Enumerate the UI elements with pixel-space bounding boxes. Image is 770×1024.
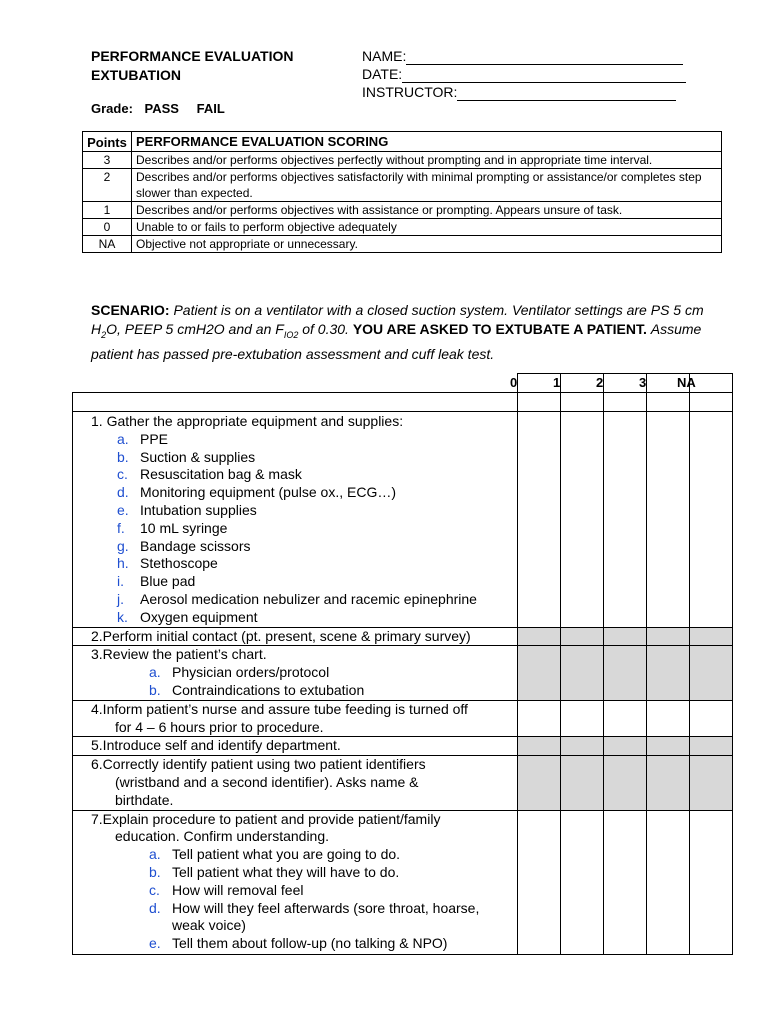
points-header: Points: [83, 132, 132, 152]
sub-text: Monitoring equipment (pulse ox., ECG…): [140, 484, 396, 501]
eval-item-4: [73, 700, 733, 737]
score-cell: [647, 737, 690, 756]
score-cell: [690, 646, 733, 700]
sub-letter: a.: [149, 664, 161, 681]
score-cell: [561, 737, 604, 756]
sub-text: Resuscitation bag & mask: [140, 466, 302, 483]
eval-item-5: [73, 737, 733, 756]
sub-letter: i.: [117, 573, 124, 590]
sub-letter: k.: [117, 608, 128, 625]
item-text: for 4 – 6 hours prior to procedure.: [115, 718, 324, 735]
name-field[interactable]: [406, 50, 683, 65]
item-description: [73, 756, 518, 810]
score-cell: [604, 374, 647, 393]
evaluation-table: [72, 373, 733, 955]
subscript: IO: [283, 329, 294, 340]
column-header-3: 3: [639, 375, 647, 390]
instructor-label: INSTRUCTOR:: [362, 84, 458, 100]
sub-letter: f.: [117, 519, 125, 536]
scenario-task: YOU ARE ASKED TO EXTUBATE A PATIENT.: [352, 321, 647, 337]
sub-text: Tell patient what they will have to do.: [172, 863, 400, 880]
sub-letter: c.: [117, 466, 128, 483]
sub-text: Blue pad: [140, 573, 196, 590]
scoring-row: [83, 152, 722, 169]
score-cell[interactable]: [647, 810, 690, 954]
blank-cell: [73, 374, 518, 393]
score-cell: [690, 737, 733, 756]
score-cell[interactable]: [647, 412, 690, 628]
sub-letter: e.: [149, 935, 161, 952]
score-cell[interactable]: [647, 700, 690, 737]
score-cell: [561, 646, 604, 700]
instructor-field[interactable]: [457, 86, 676, 101]
column-header-1: 1: [553, 375, 561, 390]
sub-text: Tell them about follow-up (no talking & NPO): [172, 935, 448, 952]
scoring-row: [83, 169, 722, 202]
score-cell[interactable]: [690, 412, 733, 628]
sub-text: Intubation supplies: [140, 501, 257, 518]
scoring-text: Describes and/or performs objectives with assistance or prompting. Appears unsure of task.: [132, 202, 722, 219]
item-text: 2.Perform initial contact (pt. present, scene & primary survey): [91, 627, 471, 644]
form-title-line1: PERFORMANCE EVALUATION: [91, 48, 294, 64]
sub-text: weak voice): [172, 917, 246, 934]
score-cell: [690, 374, 733, 393]
item-text: 7.Explain procedure to patient and provide patient/family: [91, 810, 441, 827]
item-description: [73, 810, 518, 954]
sub-letter: d.: [117, 484, 129, 501]
sub-item: [91, 449, 513, 467]
date-row: [362, 65, 686, 83]
eval-item-7: [73, 810, 733, 954]
item-description: [73, 737, 518, 756]
score-cell[interactable]: [518, 412, 561, 628]
sub-text: How will they feel afterwards (sore throat, hoarse,: [172, 899, 480, 916]
score-cell: [561, 374, 604, 393]
item-description: [73, 627, 518, 646]
sub-letter: b.: [117, 448, 129, 465]
blank-cell: [73, 393, 518, 412]
item-text: 5.Introduce self and identify department.: [91, 737, 341, 754]
scenario-text: of 0.30.: [298, 321, 349, 337]
instructor-row: [362, 83, 686, 101]
column-header-na: NA: [677, 375, 696, 390]
scoring-points: NA: [83, 236, 132, 253]
scoring-points: 0: [83, 219, 132, 236]
score-cell: [647, 374, 690, 393]
item-text: 3.Review the patient’s chart.: [91, 646, 267, 663]
eval-item-1: [73, 412, 733, 628]
score-cell[interactable]: [604, 412, 647, 628]
scoring-row: [83, 219, 722, 236]
form-title-line2: EXTUBATION: [91, 67, 181, 83]
sub-text: PPE: [140, 430, 169, 447]
item-text: 4.Inform patient’s nurse and assure tube feeding is turned off: [91, 700, 468, 717]
eval-item-3: [73, 646, 733, 700]
eval-item-2: [73, 627, 733, 646]
column-header-2: 2: [596, 375, 604, 390]
sub-text: Bandage scissors: [140, 537, 251, 554]
score-cell[interactable]: [690, 810, 733, 954]
item-description: [73, 646, 518, 700]
scoring-header-row: [83, 132, 722, 152]
score-cell[interactable]: [561, 700, 604, 737]
sub-item: [91, 664, 513, 682]
scoring-row: [83, 202, 722, 219]
score-cell: [647, 756, 690, 810]
score-cell: [561, 393, 604, 412]
score-cell[interactable]: [518, 810, 561, 954]
item-text: (wristband and a second identifier). Asks name &: [115, 773, 419, 790]
score-cell: [518, 627, 561, 646]
sub-item: [91, 573, 513, 591]
score-cell[interactable]: [518, 700, 561, 737]
scoring-text: Describes and/or performs objectives perfectly without prompting and in appropriate time interval.: [132, 152, 722, 169]
scenario-assumption: Assume patient has passed pre-extubation assessment and cuff leak test.: [91, 321, 702, 362]
subscript: 2: [293, 329, 299, 340]
score-cell: [604, 737, 647, 756]
score-cell: [690, 756, 733, 810]
student-info: [362, 47, 686, 101]
sub-item: [91, 520, 513, 538]
score-cell: [690, 627, 733, 646]
score-cell[interactable]: [561, 412, 604, 628]
scoring-points: 3: [83, 152, 132, 169]
sub-item: [91, 882, 513, 900]
item-text: education. Confirm understanding.: [115, 828, 330, 845]
score-cell: [561, 627, 604, 646]
column-header-0: 0: [510, 375, 518, 390]
sub-letter: h.: [117, 555, 129, 572]
form-title: [91, 47, 293, 85]
eval-header-row: [73, 374, 733, 393]
name-row: [362, 47, 686, 65]
sub-text: How will removal feel: [172, 881, 304, 898]
sub-letter: c.: [149, 881, 160, 898]
scenario-text: O, PEEP 5 cmH2O and an F: [106, 321, 284, 337]
sub-text: Contraindications to extubation: [172, 681, 365, 698]
sub-letter: e.: [117, 501, 129, 518]
date-field[interactable]: [402, 68, 686, 83]
score-cell: [518, 756, 561, 810]
score-cell[interactable]: [690, 700, 733, 737]
sub-letter: j.: [117, 590, 124, 607]
score-cell[interactable]: [604, 700, 647, 737]
scenario-text: Patient is on a ventilator with a closed suction system. Ventilator settings are PS 5 cm H: [91, 302, 704, 337]
score-cell[interactable]: [604, 810, 647, 954]
sub-text: Aerosol medication nebulizer and racemic epinephrine: [140, 590, 477, 607]
sub-item: [91, 682, 513, 700]
score-cell: [690, 393, 733, 412]
sub-letter: a.: [149, 846, 161, 863]
grade-fail-option[interactable]: FAIL: [196, 101, 225, 116]
sub-item: [91, 609, 513, 627]
score-cell: [604, 646, 647, 700]
item-text: 6.Correctly identify patient using two patient identifiers: [91, 756, 426, 773]
score-cell: [518, 374, 561, 393]
name-label: NAME:: [362, 48, 407, 64]
sub-letter: b.: [149, 681, 161, 698]
eval-item-6: [73, 756, 733, 810]
scoring-text: Unable to or fails to perform objective adequately: [132, 219, 722, 236]
scoring-text: Describes and/or performs objectives satisfactorily with minimal prompting or assistance/or completes step slower than expected.: [132, 169, 722, 202]
scoring-table: [82, 131, 722, 253]
sub-text: Oxygen equipment: [140, 608, 258, 625]
score-cell: [604, 627, 647, 646]
sub-item: [91, 846, 513, 864]
item-text: 1. Gather the appropriate equipment and supplies:: [91, 413, 404, 429]
sub-item: [91, 555, 513, 573]
scenario-paragraph: [91, 301, 711, 364]
item-text: birthdate.: [115, 791, 174, 808]
score-cell: [518, 737, 561, 756]
scoring-row: [83, 236, 722, 253]
sub-letter: d.: [149, 899, 161, 916]
score-cell: [647, 646, 690, 700]
sub-item: [91, 466, 513, 484]
score-cell: [518, 646, 561, 700]
sub-letter: b.: [149, 863, 161, 880]
sub-text: Physician orders/protocol: [172, 664, 330, 681]
grade-line: [91, 101, 239, 116]
sub-item: [91, 917, 513, 935]
score-cell: [604, 393, 647, 412]
score-cell: [604, 756, 647, 810]
sub-item: [91, 864, 513, 882]
grade-label: Grade:: [91, 101, 133, 116]
score-cell: [647, 627, 690, 646]
sub-text: Suction & supplies: [140, 448, 256, 465]
sub-letter: [149, 917, 172, 935]
sub-item: [91, 900, 513, 918]
sub-text: 10 mL syringe: [140, 519, 228, 536]
sub-item: [91, 502, 513, 520]
grade-pass-option[interactable]: PASS: [144, 101, 179, 116]
sub-text: Stethoscope: [140, 555, 218, 572]
sub-text: Tell patient what you are going to do.: [172, 846, 401, 863]
sub-letter: a.: [117, 430, 129, 447]
score-cell: [561, 756, 604, 810]
item-description: [73, 412, 518, 628]
eval-blank-row: [73, 393, 733, 412]
score-cell[interactable]: [561, 810, 604, 954]
item-description: [73, 700, 518, 737]
sub-item: [91, 591, 513, 609]
sub-item: [91, 484, 513, 502]
scoring-text: Objective not appropriate or unnecessary.: [132, 236, 722, 253]
sub-item: [91, 538, 513, 556]
sub-letter: g.: [117, 537, 129, 554]
score-cell: [647, 393, 690, 412]
scoring-points: 1: [83, 202, 132, 219]
scoring-points: 2: [83, 169, 132, 202]
scenario-label: SCENARIO:: [91, 302, 170, 318]
subscript: 2: [101, 329, 107, 340]
scoring-title: PERFORMANCE EVALUATION SCORING: [132, 132, 722, 152]
score-cell: [518, 393, 561, 412]
date-label: DATE:: [362, 66, 403, 82]
sub-item: [91, 431, 513, 449]
sub-item: [91, 935, 513, 953]
